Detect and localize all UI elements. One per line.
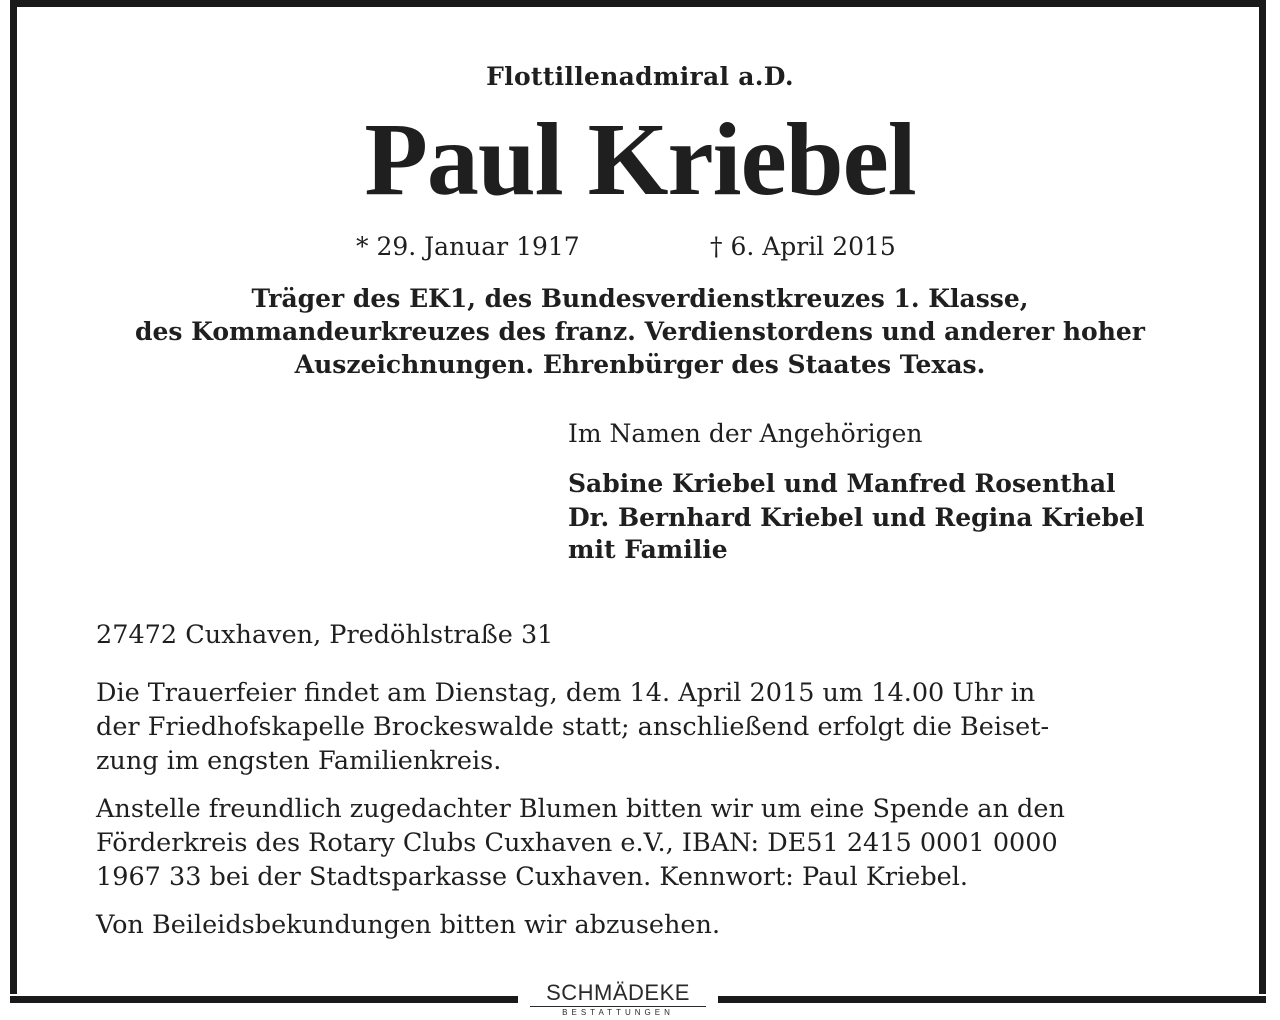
bottom-rule-left (10, 996, 518, 1003)
family-member: Sabine Kriebel und Manfred Rosenthal (568, 469, 1116, 498)
family-signature (568, 418, 1144, 566)
honors-line: Auszeichnungen. Ehrenbürger des Staates Texas. (294, 350, 986, 379)
donation-line: Förderkreis des Rotary Clubs Cuxhaven e.V., IBAN: DE51 2415 0001 0000 (96, 828, 1058, 858)
address: 27472 Cuxhaven, Predöhlstraße 31 (96, 620, 554, 650)
family-members (568, 466, 1144, 566)
family-intro: Im Namen der Angehörigen (568, 419, 923, 448)
logo-brand: SCHMÄDEKE (546, 980, 690, 1005)
logo-subtitle: BESTATTUNGEN (562, 1008, 674, 1017)
family-member: Dr. Bernhard Kriebel und Regina Kriebel (568, 503, 1145, 532)
funeral-home-logo (520, 980, 716, 1019)
donation-text (96, 792, 1186, 894)
family-member: mit Familie (568, 535, 728, 564)
service-line: Die Trauerfeier findet am Dienstag, dem 14. April 2015 um 14.00 Uhr in (96, 678, 1036, 708)
deceased-rank: Flottillenadmiral a.D. (486, 62, 794, 91)
funeral-service-text (96, 676, 1186, 778)
condolence-note: Von Beileidsbekundungen bitten wir abzusehen. (96, 910, 721, 940)
service-line: der Friedhofskapelle Brockeswalde statt; anschließend erfolgt die Beiset- (96, 712, 1050, 742)
death-date: † 6. April 2015 (710, 232, 896, 261)
deceased-name: Paul Kriebel (364, 102, 916, 217)
honors-line: Träger des EK1, des Bundesverdienstkreuzes 1. Klasse, (251, 284, 1029, 313)
birth-date: * 29. Januar 1917 (356, 232, 580, 261)
donation-line: Anstelle freundlich zugedachter Blumen bitten wir um eine Spende an den (96, 794, 1065, 824)
honors-text (60, 282, 1220, 381)
service-line: zung im engsten Familienkreis. (96, 746, 502, 776)
honors-line: des Kommandeurkreuzes des franz. Verdienstordens und anderer hoher (135, 317, 1145, 346)
bottom-rule-right (718, 996, 1266, 1003)
donation-line: 1967 33 bei der Stadtsparkasse Cuxhaven. Kennwort: Paul Kriebel. (96, 862, 969, 892)
